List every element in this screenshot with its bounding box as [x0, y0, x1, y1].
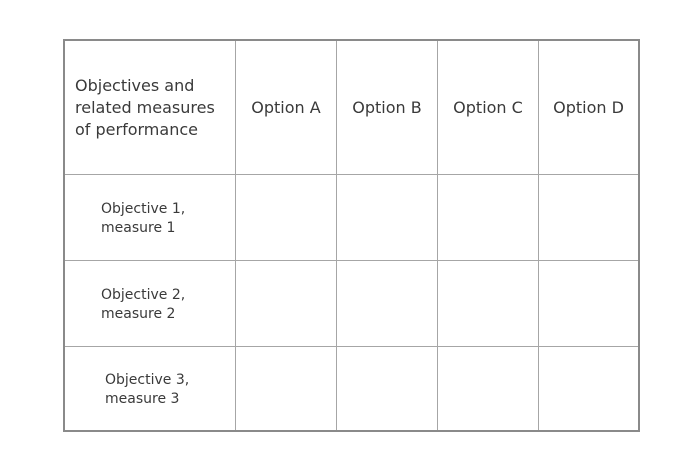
cell-r2-option-a — [236, 261, 337, 347]
decision-matrix-table — [63, 39, 640, 432]
cell-r1-option-b — [337, 175, 438, 261]
cell-r3-option-a — [236, 347, 337, 430]
cell-r2-option-b — [337, 261, 438, 347]
cell-r1-option-a — [236, 175, 337, 261]
cell-r1-option-d — [539, 175, 638, 261]
cell-r1-option-c — [438, 175, 539, 261]
column-header-option-c: Option C — [438, 41, 539, 175]
corner-header: Objectives and related measures of performance — [65, 41, 236, 175]
column-header-option-b: Option B — [337, 41, 438, 175]
cell-r2-option-d — [539, 261, 638, 347]
row-label-objective-2: Objective 2, measure 2 — [65, 261, 236, 347]
column-header-option-a: Option A — [236, 41, 337, 175]
cell-r3-option-b — [337, 347, 438, 430]
cell-r3-option-c — [438, 347, 539, 430]
cell-r3-option-d — [539, 347, 638, 430]
cell-r2-option-c — [438, 261, 539, 347]
row-label-objective-1: Objective 1, measure 1 — [65, 175, 236, 261]
row-label-objective-3: Objective 3, measure 3 — [65, 347, 236, 430]
column-header-option-d: Option D — [539, 41, 638, 175]
